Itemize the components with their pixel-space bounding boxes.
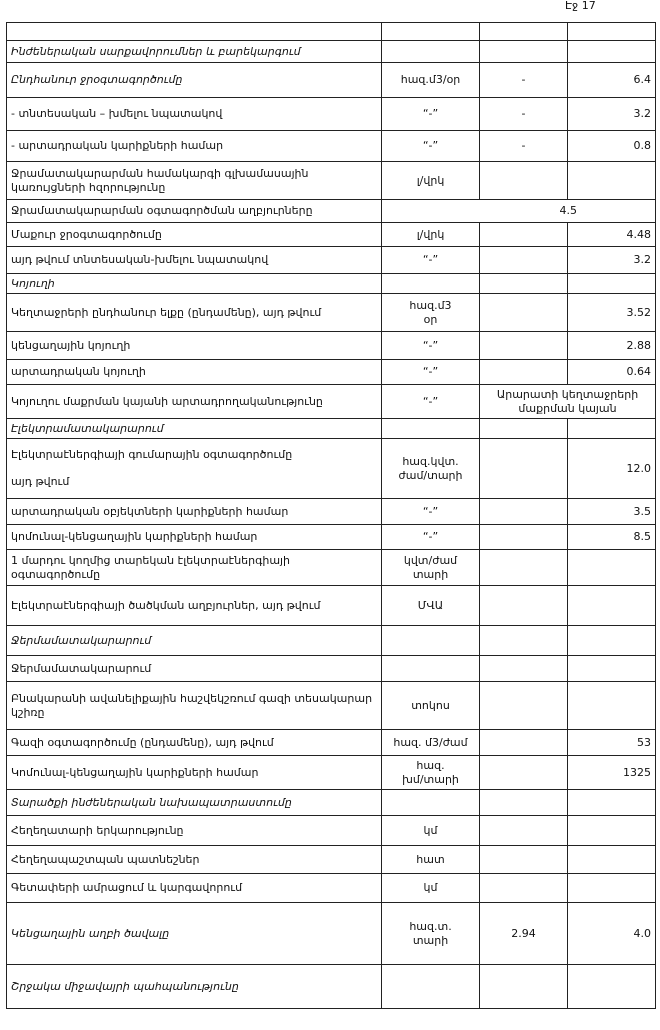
page-number: Էջ 17 [565, 0, 596, 12]
label-cell: Կոյուղու մաքրման կայանի արտադրողականությունը [7, 385, 382, 419]
label-cell: Ջրամատակարարման օգտագործման աղբյուրները [7, 200, 382, 223]
empty-cell [480, 23, 568, 41]
unit-cell: “-” [382, 499, 480, 525]
unit-cell: “-” [382, 385, 480, 419]
value-cell [480, 756, 568, 790]
section-row [7, 790, 656, 816]
value-cell [480, 499, 568, 525]
unit-cell: կմ [382, 816, 480, 846]
value-cell [480, 874, 568, 903]
unit-cell: “-” [382, 247, 480, 274]
value-cell [568, 874, 656, 903]
section-row [7, 903, 656, 965]
label-cell: Ջերմամատակարարում [7, 656, 382, 682]
value-cell [480, 360, 568, 385]
section-row [7, 63, 656, 98]
value-cell [480, 790, 568, 816]
unit-cell [382, 274, 480, 294]
value-cell: 3.2 [568, 247, 656, 274]
value-cell [480, 656, 568, 682]
value-cell: - [480, 98, 568, 131]
table-row [7, 200, 656, 223]
value-cell: 2.88 [568, 332, 656, 360]
table-row [7, 656, 656, 682]
value-cell: 8.5 [568, 525, 656, 550]
value-cell [480, 223, 568, 247]
value-cell: 0.64 [568, 360, 656, 385]
table-row [7, 756, 656, 790]
label-cell: Հեղեղապաշտպան պատնեշներ [7, 846, 382, 874]
label-cell: Էլեկտրաէներգիայի գումարային օգտագործումը այդ թվում [7, 439, 382, 499]
value-cell: 4.48 [568, 223, 656, 247]
table-row [7, 385, 656, 419]
value-cell [568, 586, 656, 626]
unit-cell: “-” [382, 332, 480, 360]
unit-cell: հազ.մ3/օր [382, 63, 480, 98]
table-row [7, 360, 656, 385]
value-cell: - [480, 63, 568, 98]
unit-cell [382, 656, 480, 682]
unit-cell [382, 419, 480, 439]
value-cell [568, 550, 656, 586]
value-cell [568, 274, 656, 294]
value-cell [480, 419, 568, 439]
value-cell: 3.2 [568, 98, 656, 131]
table-row [7, 439, 656, 499]
label-cell: Կեղտաջրերի ընդհանուր ելքը (ընդամենը), այդ թվում [7, 294, 382, 332]
label-cell: այդ թվում տնտեսական-խմելու նպատակով [7, 247, 382, 274]
table-row [7, 874, 656, 903]
label-cell: Բնակարանի ավանելիքային հաշվեկշռում գազի տեսակարար կշիռը [7, 682, 382, 730]
value-cell [480, 550, 568, 586]
label-cell: արտադրական օբյեկտների կարիքների համար [7, 499, 382, 525]
empty-cell [7, 23, 382, 41]
empty-cell [382, 23, 480, 41]
value-cell: 3.52 [568, 294, 656, 332]
unit-cell: ՄՎԱ [382, 586, 480, 626]
value-cell [568, 162, 656, 200]
label-cell: Ջերմամատակարարում [7, 626, 382, 656]
unit-cell: “-” [382, 525, 480, 550]
label-cell: Կոյուղի [7, 274, 382, 294]
value-cell [568, 965, 656, 1009]
label-cell: արտադրական կոյուղի [7, 360, 382, 385]
table-row [7, 294, 656, 332]
unit-cell: կմ [382, 874, 480, 903]
value-cell [480, 730, 568, 756]
unit-cell: տոկոս [382, 682, 480, 730]
value-cell [480, 525, 568, 550]
value-cell [480, 816, 568, 846]
label-cell: Գետափերի ամրացում և կարգավորում [7, 874, 382, 903]
unit-cell [382, 626, 480, 656]
table-row [7, 550, 656, 586]
label-cell: Էլեկտրամատակարարում [7, 419, 382, 439]
empty-cell [568, 23, 656, 41]
unit-cell [382, 790, 480, 816]
table-row [7, 499, 656, 525]
value-cell: 1325 [568, 756, 656, 790]
table-row [7, 730, 656, 756]
value-cell [568, 816, 656, 846]
value-cell [480, 626, 568, 656]
value-cell [480, 682, 568, 730]
merged-value-cell: 4.5 [382, 200, 656, 223]
unit-cell: լ/վրկ [382, 223, 480, 247]
label-cell: կենցաղային կոյուղի [7, 332, 382, 360]
table-row [7, 223, 656, 247]
table-row [7, 162, 656, 200]
value-cell: 53 [568, 730, 656, 756]
label-cell: Ընդհանուր ջրօգտագործումը [7, 63, 382, 98]
value-cell: 2.94 [480, 903, 568, 965]
unit-cell: “-” [382, 360, 480, 385]
label-cell: Էլեկտրաէներգիայի ծածկման աղբյուրներ, այդ թվում [7, 586, 382, 626]
unit-cell: հազ. մ3/ժամ [382, 730, 480, 756]
value-cell [568, 419, 656, 439]
unit-cell: հազ.մ3 օր [382, 294, 480, 332]
section-row [7, 41, 656, 63]
value-cell [480, 439, 568, 499]
value-cell [480, 274, 568, 294]
section-row [7, 626, 656, 656]
label-cell: - տնտեսական – խմելու նպատակով [7, 98, 382, 131]
table-row [7, 525, 656, 550]
merged-value-cell: Արարատի կեղտաջրերի մաքրման կայան [480, 385, 656, 419]
section-row [7, 419, 656, 439]
unit-cell: “-” [382, 131, 480, 162]
label-cell: Շրջակա միջավայրի պահպանությունը [7, 965, 382, 1009]
value-cell [480, 586, 568, 626]
label-cell: Ինժեներական սարքավորումներ և բարեկարգում [7, 41, 382, 63]
value-cell: - [480, 131, 568, 162]
value-cell [480, 294, 568, 332]
label-cell: Գազի օգտագործումը (ընդամենը), այդ թվում [7, 730, 382, 756]
table-row [7, 131, 656, 162]
label-cell: Կենցաղային աղբի ծավալը [7, 903, 382, 965]
value-cell [568, 41, 656, 63]
value-cell [480, 162, 568, 200]
value-cell [568, 682, 656, 730]
unit-cell: հազ. խմ/տարի [382, 756, 480, 790]
unit-cell: “-” [382, 98, 480, 131]
label-cell: կոմունալ-կենցաղային կարիքների համար [7, 525, 382, 550]
value-cell [480, 965, 568, 1009]
table-row [7, 23, 656, 41]
unit-cell [382, 41, 480, 63]
table-row [7, 247, 656, 274]
table-row [7, 816, 656, 846]
value-cell [480, 846, 568, 874]
unit-cell: լ/վրկ [382, 162, 480, 200]
value-cell [480, 247, 568, 274]
value-cell: 3.5 [568, 499, 656, 525]
value-cell: 12.0 [568, 439, 656, 499]
unit-cell: հազ.տ. տարի [382, 903, 480, 965]
unit-cell: հատ [382, 846, 480, 874]
value-cell: 4.0 [568, 903, 656, 965]
value-cell [480, 41, 568, 63]
value-cell: 0.8 [568, 131, 656, 162]
value-cell [480, 332, 568, 360]
value-cell [568, 656, 656, 682]
label-cell: Տարածքի ինժեներական նախապատրաստումը [7, 790, 382, 816]
label-cell: 1 մարդու կողմից տարեկան էլեկտրաէներգիայի օգտագործումը [7, 550, 382, 586]
table-row [7, 586, 656, 626]
value-cell: 6.4 [568, 63, 656, 98]
indicators-table [6, 22, 656, 1009]
table-row [7, 846, 656, 874]
value-cell [568, 846, 656, 874]
label-cell: Մաքուր ջրօգտագործումը [7, 223, 382, 247]
table-row [7, 332, 656, 360]
table-row [7, 98, 656, 131]
unit-cell [382, 965, 480, 1009]
unit-cell: հազ.կվտ. ժամ/տարի [382, 439, 480, 499]
label-cell: Ջրամատակարարման համակարգի գլխամասային կառույցների հզորությունը [7, 162, 382, 200]
table-row [7, 682, 656, 730]
label-cell: - արտադրական կարիքների համար [7, 131, 382, 162]
unit-cell: կվտ/ժամ տարի [382, 550, 480, 586]
section-row [7, 274, 656, 294]
label-cell: Կոմունալ-կենցաղային կարիքների համար [7, 756, 382, 790]
section-row [7, 965, 656, 1009]
value-cell [568, 790, 656, 816]
value-cell [568, 626, 656, 656]
label-cell: Հեղեղատարի երկարությունը [7, 816, 382, 846]
